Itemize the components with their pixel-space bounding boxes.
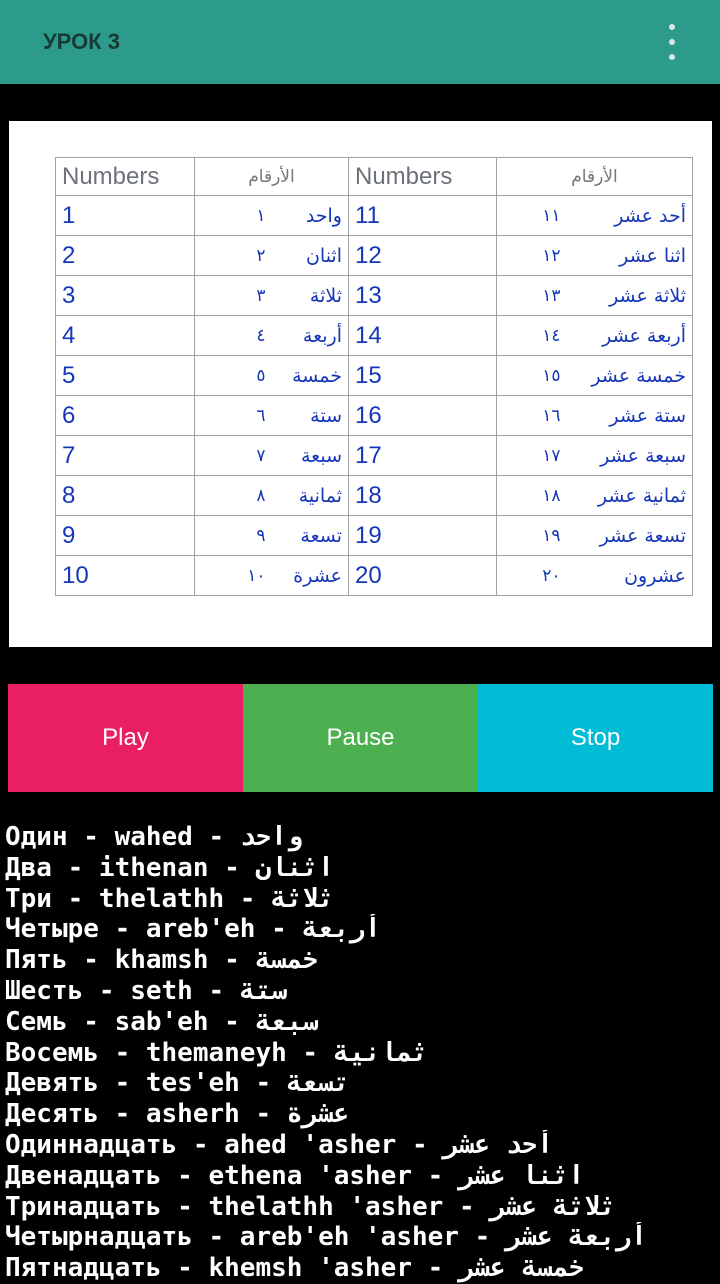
transliteration-list: [5, 822, 717, 1284]
number-cell: 5: [56, 356, 195, 396]
number-cell: 17: [349, 436, 497, 476]
list-item: Один - wahed - واحد: [5, 822, 303, 852]
menu-dot: [669, 39, 675, 45]
table-row: [56, 276, 693, 316]
arabic-numeral-cell: ١٨: [497, 476, 567, 516]
menu-dot: [669, 24, 675, 30]
number-cell: 19: [349, 516, 497, 556]
number-cell: 18: [349, 476, 497, 516]
number-cell: 20: [349, 556, 497, 596]
number-cell: 11: [349, 196, 497, 236]
list-item: Пять - khamsh - خمسة: [5, 945, 319, 976]
list-item: Четыре - areb'eh - أربعة: [5, 914, 381, 945]
numbers-table: [55, 157, 693, 596]
arabic-word-cell: سبعة عشر: [567, 436, 693, 476]
number-cell: 1: [56, 196, 195, 236]
header-arabic-2: الأرقام: [497, 158, 693, 196]
arabic-word-cell: ستة: [272, 396, 349, 436]
arabic-word-cell: أربعة: [272, 316, 349, 356]
arabic-word-cell: واحد: [272, 196, 349, 236]
list-item: Одиннадцать - ahed 'asher - أحد عشر: [5, 1129, 553, 1160]
arabic-numeral-cell: ١٢: [497, 236, 567, 276]
list-item: Четырнадцать - areb'eh 'asher - أربعة عشر: [5, 1222, 647, 1253]
arabic-word-cell: اثنان: [272, 236, 349, 276]
play-button[interactable]: Play: [8, 684, 243, 792]
number-cell: 6: [56, 396, 195, 436]
arabic-word-cell: تسعة عشر: [567, 516, 693, 556]
number-cell: 4: [56, 316, 195, 356]
list-item: Семь - sab'eh - سبعة: [5, 1006, 319, 1037]
number-cell: 14: [349, 316, 497, 356]
arabic-numeral-cell: ١٩: [497, 516, 567, 556]
arabic-word-cell: تسعة: [272, 516, 349, 556]
number-cell: 10: [56, 556, 195, 596]
list-item: Девять - tes'eh - تسعة: [5, 1068, 350, 1099]
arabic-word-cell: عشرون: [567, 556, 693, 596]
arabic-numeral-cell: ٢٠: [497, 556, 567, 596]
arabic-numeral-cell: ٣: [195, 276, 272, 316]
number-cell: 3: [56, 276, 195, 316]
number-cell: 2: [56, 236, 195, 276]
list-item: Два - ithenan - اثنان: [5, 852, 334, 883]
arabic-word-cell: خمسة: [272, 356, 349, 396]
number-cell: 13: [349, 276, 497, 316]
arabic-numeral-cell: ١٦: [497, 396, 567, 436]
number-cell: 8: [56, 476, 195, 516]
arabic-numeral-cell: ٩: [195, 516, 272, 556]
app-bar: [0, 0, 720, 84]
table-row: [56, 316, 693, 356]
table-row: [56, 476, 693, 516]
arabic-numeral-cell: ١: [195, 196, 272, 236]
arabic-word-cell: خمسة عشر: [567, 356, 693, 396]
list-item: Пятнадцать - khemsh 'asher - خمسة عشر: [5, 1253, 585, 1284]
pause-button[interactable]: Pause: [243, 684, 478, 792]
table-row: [56, 196, 693, 236]
arabic-word-cell: ثمانية عشر: [567, 476, 693, 516]
table-row: [56, 516, 693, 556]
arabic-numeral-cell: ١٠: [195, 556, 272, 596]
arabic-word-cell: سبعة: [272, 436, 349, 476]
list-item: Десять - asherh - عشرة: [5, 1099, 350, 1130]
page-title: УРОК 3: [43, 29, 120, 54]
table-row: [56, 356, 693, 396]
arabic-numeral-cell: ٥: [195, 356, 272, 396]
number-cell: 15: [349, 356, 497, 396]
table-row: [56, 396, 693, 436]
table-row: [56, 556, 693, 596]
arabic-numeral-cell: ٦: [195, 396, 272, 436]
table-header-row: [56, 158, 693, 196]
list-item: Тринадцать - thelathh 'asher - ثلاثة عشر: [5, 1191, 616, 1222]
arabic-word-cell: ثلاثة عشر: [567, 276, 693, 316]
arabic-numeral-cell: ٢: [195, 236, 272, 276]
number-cell: 7: [56, 436, 195, 476]
header-numbers-1: Numbers: [56, 158, 195, 196]
list-item: Шесть - seth - ستة: [5, 975, 287, 1006]
arabic-numeral-cell: ١١: [497, 196, 567, 236]
arabic-word-cell: اثنا عشر: [567, 236, 693, 276]
playback-controls: [8, 684, 713, 792]
list-item: Три - thelathh - ثلاثة: [5, 883, 334, 914]
overflow-menu-icon[interactable]: [664, 24, 680, 60]
list-item: Двенадцать - ethena 'asher - اثنا عشر: [5, 1160, 585, 1191]
arabic-numeral-cell: ٨: [195, 476, 272, 516]
table-row: [56, 436, 693, 476]
arabic-numeral-cell: ١٤: [497, 316, 567, 356]
arabic-word-cell: ثمانية: [272, 476, 349, 516]
arabic-word-cell: ستة عشر: [567, 396, 693, 436]
arabic-word-cell: ثلاثة: [272, 276, 349, 316]
arabic-numeral-cell: ٧: [195, 436, 272, 476]
arabic-word-cell: أحد عشر: [567, 196, 693, 236]
arabic-numeral-cell: ١٥: [497, 356, 567, 396]
stop-button[interactable]: Stop: [478, 684, 713, 792]
arabic-numeral-cell: ١٧: [497, 436, 567, 476]
arabic-numeral-cell: ١٣: [497, 276, 567, 316]
arabic-word-cell: أربعة عشر: [567, 316, 693, 356]
arabic-word-cell: عشرة: [272, 556, 349, 596]
number-cell: 12: [349, 236, 497, 276]
number-cell: 16: [349, 396, 497, 436]
numbers-table-image: [9, 121, 712, 647]
menu-dot: [669, 54, 675, 60]
list-item: Восемь - themaneyh - ثمانية: [5, 1037, 428, 1068]
header-numbers-2: Numbers: [349, 158, 497, 196]
table-row: [56, 236, 693, 276]
arabic-numeral-cell: ٤: [195, 316, 272, 356]
number-cell: 9: [56, 516, 195, 556]
header-arabic-1: الأرقام: [195, 158, 349, 196]
